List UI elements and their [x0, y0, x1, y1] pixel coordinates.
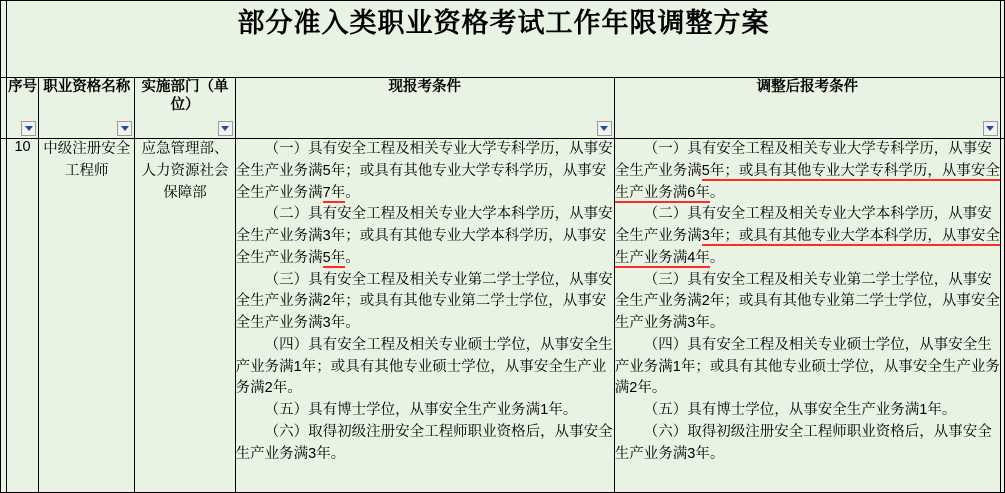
chevron-down-icon	[600, 126, 608, 131]
condition-text: （一）具有安全工程及相关专业大学专科学历，从事安全生产业务满5年；或具有其他专业大学专科学历，从事安全生产业务满	[235, 141, 613, 201]
condition-text-tail: 。	[345, 184, 360, 201]
condition-item	[236, 204, 614, 269]
cell-adjusted-conditions	[614, 139, 1000, 493]
header-current-label: 现报考条件	[388, 79, 461, 95]
filter-dropdown-icon[interactable]	[597, 121, 612, 136]
header-current-conditions	[235, 78, 614, 139]
condition-text: （六）取得初级注册安全工程师职业资格后，从事安全生产业务满3年。	[235, 423, 613, 462]
highlighted-term: 7年	[322, 184, 346, 201]
condition-item	[236, 335, 614, 400]
condition-text: （五）具有博士学位，从事安全生产业务满1年。	[264, 402, 578, 418]
condition-text: （六）取得初级注册安全工程师职业资格后，从事安全生产业务满3年。	[614, 423, 992, 462]
condition-text: （五）具有博士学位，从事安全生产业务满1年。	[643, 402, 957, 418]
page-title: 部分准入类职业资格考试工作年限调整方案	[7, 1, 1001, 78]
right-gutter-title	[1000, 1, 1004, 78]
condition-item	[615, 335, 1000, 400]
header-name	[39, 78, 135, 139]
current-conditions-list	[236, 139, 614, 465]
filter-dropdown-icon[interactable]	[218, 121, 233, 136]
condition-item	[236, 139, 614, 204]
highlighted-term: 5年	[322, 249, 346, 266]
title-row	[1, 1, 1005, 78]
cell-seq: 10	[7, 139, 39, 493]
condition-text: （四）具有安全工程及相关专业硕士学位，从事安全生产业务满1年；或具有其他专业硕士学位，从事安全生产业务满2年。	[235, 336, 613, 397]
header-row	[1, 78, 1005, 139]
condition-item	[615, 400, 1000, 422]
header-adjusted-label: 调整后报考条件	[756, 79, 859, 95]
header-name-label: 职业资格名称	[43, 79, 131, 95]
condition-item	[615, 422, 1000, 466]
header-dept	[135, 78, 235, 139]
chevron-down-icon	[25, 126, 33, 131]
condition-item	[615, 204, 1000, 269]
condition-text-tail: 。	[709, 184, 725, 201]
condition-text-tail: 。	[345, 249, 360, 266]
highlighted-term: 5年；或具有其他专业大学专科学历，从事安全生产业务满6年	[614, 162, 1000, 201]
header-seq-label: 序号	[8, 79, 38, 95]
condition-item	[615, 270, 1000, 335]
condition-text: （二）具有安全工程及相关专业大学本科学历，从事安全生产业务满3年；或具有其他专业大学本科学历，从事安全生产业务满	[235, 206, 613, 266]
filter-dropdown-icon[interactable]	[117, 121, 132, 136]
condition-item	[236, 400, 614, 422]
condition-text: （二）具有安全工程及相关专业大学本科学历，从事安全生产业务满	[614, 206, 992, 244]
filter-dropdown-icon[interactable]	[21, 121, 36, 136]
condition-item	[236, 422, 614, 466]
filter-dropdown-icon[interactable]	[983, 121, 998, 136]
right-gutter-header	[1000, 78, 1004, 139]
chevron-down-icon	[221, 126, 229, 131]
cell-qualification-name: 中级注册安全工程师	[39, 139, 135, 493]
header-adjusted-conditions	[614, 78, 1000, 139]
highlighted-term: 3年；或具有其他专业大学本科学历，从事安全生产业务满4年	[614, 228, 1000, 266]
condition-text-tail: 。	[709, 249, 725, 266]
condition-text: （四）具有安全工程及相关专业硕士学位，从事安全生产业务满1年；或具有其他专业硕士学位，从事安全生产业务满2年。	[614, 336, 1000, 397]
cell-current-conditions	[235, 139, 614, 493]
condition-item	[236, 270, 614, 335]
chevron-down-icon	[986, 126, 994, 131]
header-dept-label: 实施部门（单位）	[141, 79, 229, 114]
adjusted-conditions-list	[615, 139, 1000, 465]
condition-text: （三）具有安全工程及相关专业第二学士学位，从事安全生产业务满2年；或具有其他专业第二学士学位，从事安全生产业务满3年。	[235, 271, 613, 331]
header-seq	[7, 78, 39, 139]
condition-text: （一）具有安全工程及相关专业大学专科学历，从事安全生产业务满	[614, 141, 992, 179]
condition-text: （三）具有安全工程及相关专业第二学士学位，从事安全生产业务满2年；或具有其他专业第二学士学位，从事安全生产业务满3年。	[614, 271, 1000, 331]
chevron-down-icon	[121, 126, 129, 131]
cell-department: 应急管理部、人力资源社会保障部	[135, 139, 235, 493]
table-row	[1, 139, 1005, 493]
right-gutter-row	[1000, 139, 1004, 493]
condition-item	[615, 139, 1000, 204]
